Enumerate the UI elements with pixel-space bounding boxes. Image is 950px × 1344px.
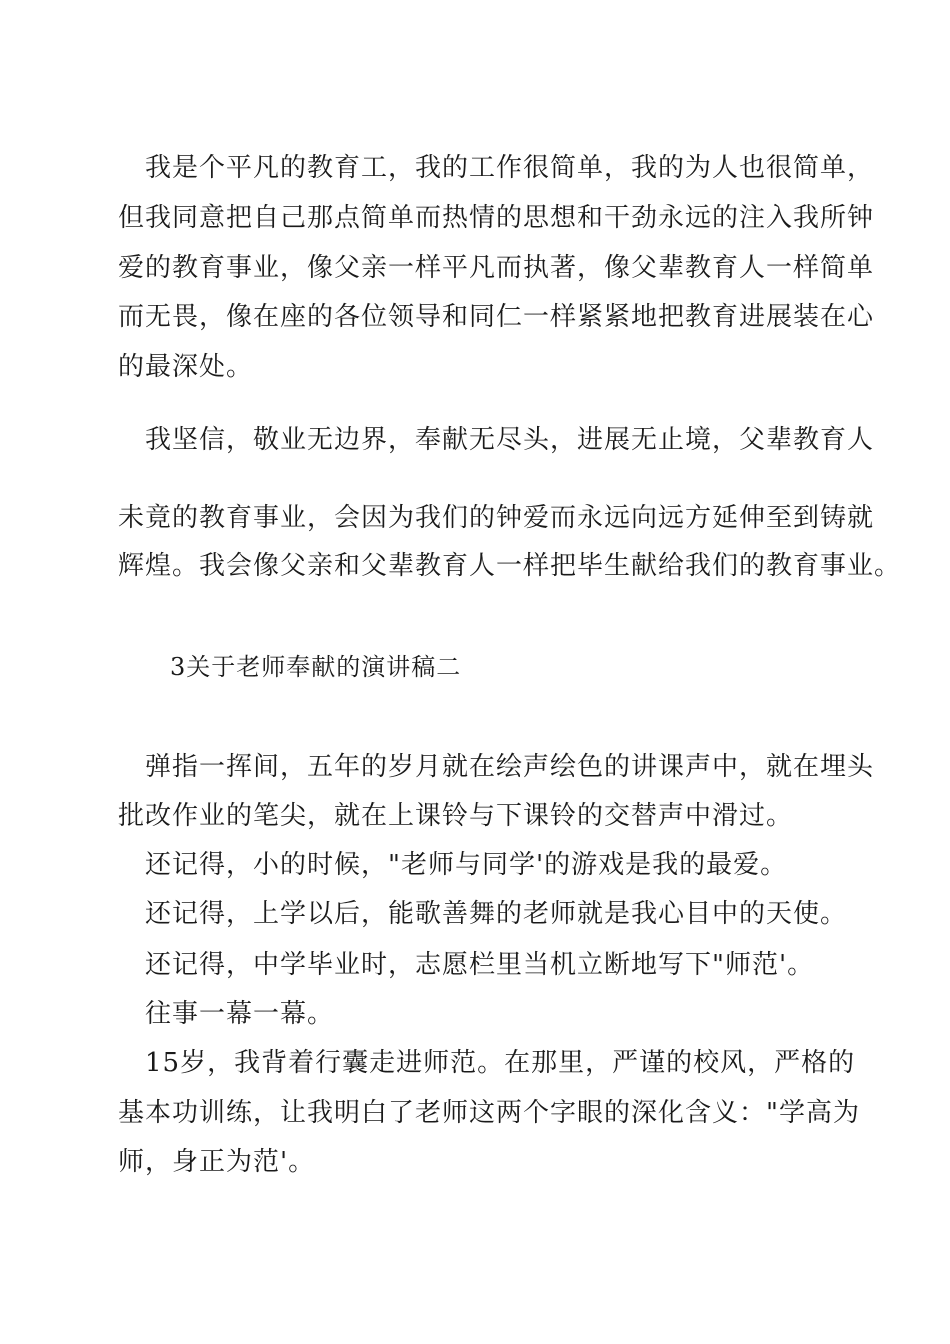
section2-line-5: 还记得，中学毕业时，志愿栏里当机立断地写下"师范'。 (145, 950, 815, 980)
paragraph-1-line-2: 但我同意把自己那点简单而热情的思想和干劲永远的注入我所钟 (118, 203, 875, 233)
section2-line-6: 往事一幕一幕。 (145, 999, 335, 1029)
paragraph-1-line-1: 我是个平凡的教育工，我的工作很简单，我的为人也很简单， (145, 153, 875, 183)
section2-line-9: 师，身正为范'。 (118, 1147, 316, 1177)
section2-line-2: 批改作业的笔尖，就在上课铃与下课铃的交替声中滑过。 (118, 801, 794, 831)
section2-line-8: 基本功训练，让我明白了老师这两个字眼的深化含义："学高为 (118, 1098, 860, 1128)
paragraph-2-line-1: 我坚信，敬业无边界，奉献无尽头，进展无止境，父辈教育人 (145, 425, 875, 455)
paragraph-1-line-4: 而无畏，像在座的各位领导和同仁一样紧紧地把教育进展装在心 (118, 302, 875, 332)
section2-line-3: 还记得，小的时候，"老师与同学'的游戏是我的最爱。 (145, 850, 788, 880)
section2-line-7: 15岁，我背着行囊走进师范。在那里，严谨的校风，严格的 (145, 1048, 856, 1078)
paragraph-1-line-5: 的最深处。 (118, 352, 254, 382)
section2-line-4: 还记得，上学以后，能歌善舞的老师就是我心目中的天使。 (145, 899, 848, 929)
paragraph-1-line-3: 爱的教育事业，像父亲一样平凡而执著，像父辈教育人一样简单 (118, 253, 875, 283)
section-heading: 3关于老师奉献的演讲稿二 (170, 653, 462, 681)
section2-line-1: 弹指一挥间，五年的岁月就在绘声绘色的讲课声中，就在埋头 (145, 752, 875, 782)
paragraph-2-line-3: 辉煌。我会像父亲和父辈教育人一样把毕生献给我们的教育事业。 (118, 551, 902, 581)
paragraph-2-line-2: 未竟的教育事业，会因为我们的钟爱而永远向远方延伸至到铸就 (118, 503, 875, 533)
